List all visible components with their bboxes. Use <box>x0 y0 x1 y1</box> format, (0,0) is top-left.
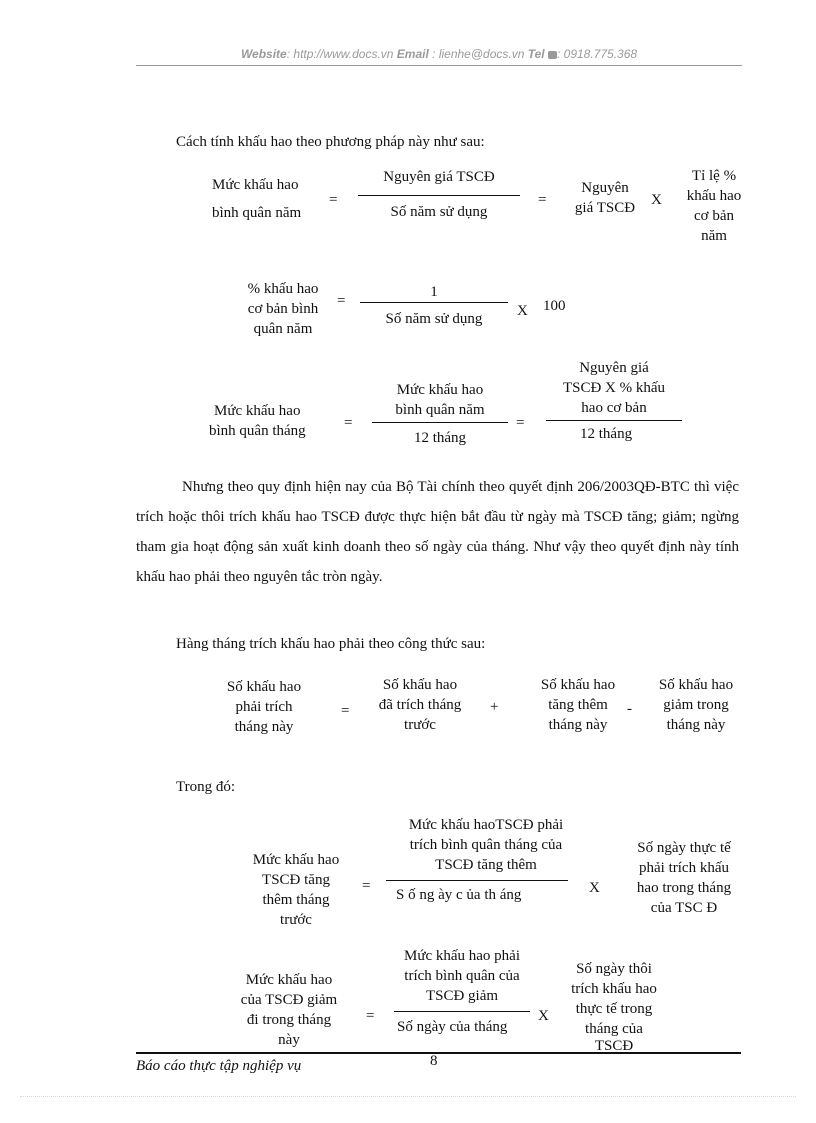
f5-times: X <box>589 880 600 896</box>
f6-rhs-line4: tháng của <box>585 1021 643 1037</box>
f3-num2-line2: TSCĐ X % khấu <box>562 380 666 396</box>
f5-fraction-bar <box>386 880 568 881</box>
f5-lhs-line4: trước <box>280 912 312 928</box>
f4-term-c-line1: Số khấu hao <box>540 677 616 693</box>
f2-value: 100 <box>543 298 566 314</box>
f1-rate-line1: Tỉ lệ % <box>691 168 737 184</box>
f4-term-b-line2: đã trích tháng <box>378 697 462 713</box>
f4-minus: - <box>627 701 632 717</box>
footer-title: Báo cáo thực tập nghiệp vụ <box>136 1058 302 1074</box>
main-paragraph: Nhưng theo quy định hiện nay của Bộ Tài chính theo quyết định 206/2003QĐ-BTC thì việc trích hoặc thôi trích khấu hao TSCĐ được thực hiện bắt đầu từ ngày mà TSCĐ tăng; giảm; ngừng tham gia hoạt động sản xuất kinh doanh theo số ngày của tháng. Như vậy theo quyết định này tính khấu hao phải theo nguyên tắc tròn ngày. <box>136 479 739 585</box>
f3-num1-line1: Mức khấu hao <box>396 382 484 398</box>
f4-term-d-line1: Số khấu hao <box>658 677 734 693</box>
f1-equals-1: = <box>329 192 338 208</box>
f4-term-a-line2: phải trích <box>235 699 293 715</box>
f5-lhs-line1: Mức khấu hao <box>252 852 340 868</box>
f4-term-b-line3: trước <box>404 717 436 733</box>
email-label: Email <box>396 47 429 61</box>
f6-denominator: Số ngày của tháng <box>397 1019 508 1035</box>
f6-times: X <box>538 1008 549 1024</box>
phone-icon <box>548 51 557 59</box>
f2-numerator: 1 <box>430 284 438 300</box>
f6-num-line1: Mức khấu hao phải <box>403 948 520 964</box>
f1-lhs-line2: bình quân năm <box>212 205 302 221</box>
f6-fraction-bar <box>394 1011 530 1012</box>
f3-equals-1: = <box>344 415 353 431</box>
f1-rate-line4: năm <box>701 228 727 244</box>
page-number: 8 <box>430 1053 438 1069</box>
f6-rhs-line1: Số ngày thôi <box>576 961 652 977</box>
f6-num-line3: TSCĐ giảm <box>425 988 499 1004</box>
f6-equals: = <box>366 1008 375 1024</box>
f1-denominator: Số năm sử dụng <box>390 204 488 220</box>
f3-den2: 12 tháng <box>580 426 633 442</box>
f5-rhs-line2: phải trích khấu <box>639 860 729 876</box>
f1-lhs-line1: Mức khấu hao <box>212 177 299 193</box>
f4-term-d-line2: giảm trong <box>663 697 729 713</box>
f6-rhs-line2: trích khấu hao <box>571 981 657 997</box>
intro-text-2: Hàng tháng trích khấu hao phải theo công thức sau: <box>176 636 486 652</box>
f5-lhs-line3: thêm tháng <box>262 892 330 908</box>
f4-plus: + <box>490 699 499 715</box>
f3-fraction-bar-2 <box>546 420 682 421</box>
f5-denominator: S ố ng ày c ủa th áng <box>396 887 522 903</box>
f6-lhs-line1: Mức khấu hao <box>245 972 333 988</box>
f6-rhs-line3: thực tế trong <box>575 1001 653 1017</box>
f4-term-c-line3: tháng này <box>548 717 608 733</box>
f2-times: X <box>517 303 528 319</box>
f5-num-line2: trích bình quân tháng của <box>409 837 563 853</box>
f2-lhs-line3: quân năm <box>253 321 313 337</box>
f5-equals: = <box>362 878 371 894</box>
header-rule <box>136 65 742 66</box>
f6-lhs-line3: đi trong tháng <box>246 1012 332 1028</box>
email-value[interactable]: : lienhe@docs.vn <box>432 47 525 61</box>
f3-equals-2: = <box>516 415 525 431</box>
f4-equals: = <box>341 703 350 719</box>
f5-rhs-line4: của TSC Đ <box>650 900 718 916</box>
website-value[interactable]: : http://www.docs.vn <box>286 47 394 61</box>
website-label: Website <box>240 47 287 61</box>
f3-lhs-line2: bình quân tháng <box>209 423 306 439</box>
f1-fraction-bar <box>358 195 520 196</box>
footer-rule <box>136 1052 741 1054</box>
f2-fraction-bar <box>360 302 508 303</box>
f2-denominator: Số năm sử dụng <box>385 311 483 327</box>
f1-mid-line2: giá TSCĐ <box>574 200 636 216</box>
f5-num-line1: Mức khấu haoTSCĐ phải <box>408 817 564 833</box>
f1-rate-line3: cơ bản <box>694 208 734 224</box>
f1-mid-line1: Nguyên <box>581 180 629 196</box>
f6-num-line2: trích bình quân của <box>404 968 520 984</box>
f6-lhs-line2: của TSCĐ giảm <box>240 992 338 1008</box>
tel-label: Tel <box>527 47 545 61</box>
page-edge-dots <box>20 1096 796 1097</box>
f4-term-a-line3: tháng này <box>234 719 294 735</box>
f3-den1: 12 tháng <box>413 430 467 446</box>
f4-term-d-line3: tháng này <box>666 717 726 733</box>
f5-lhs-line2: TSCĐ tăng <box>262 872 330 888</box>
f3-fraction-bar-1 <box>372 422 508 423</box>
tel-value: : 0918.775.368 <box>556 47 638 61</box>
f6-lhs-line4: này <box>278 1032 300 1048</box>
intro-text-1: Cách tính khấu hao theo phương pháp này như sau: <box>176 134 485 150</box>
f2-equals: = <box>337 293 346 309</box>
f5-rhs-line1: Số ngày thực tế <box>637 840 731 856</box>
f1-equals-2: = <box>538 192 547 208</box>
f3-num1-line2: bình quân năm <box>395 402 485 418</box>
f6-rhs-line5: TSCĐ <box>594 1038 634 1054</box>
f2-lhs-line2: cơ bản bình <box>247 301 319 317</box>
f3-num2-line1: Nguyên giá <box>579 360 649 376</box>
f3-num2-line3: hao cơ bản <box>581 400 647 416</box>
f1-numerator: Nguyên giá TSCĐ <box>383 169 495 185</box>
page-header <box>136 47 742 61</box>
f3-lhs-line1: Mức khấu hao <box>214 403 301 419</box>
f4-term-a-line1: Số khấu hao <box>226 679 302 695</box>
f2-lhs-line1: % khấu hao <box>247 281 319 297</box>
f1-rate-line2: khấu hao <box>686 188 742 204</box>
f5-rhs-line3: hao trong tháng <box>636 880 732 896</box>
f4-term-c-line2: tăng thêm <box>548 697 608 713</box>
f5-num-line3: TSCĐ tăng thêm <box>435 857 537 873</box>
where-label: Trong đó: <box>176 779 236 795</box>
f4-term-b-line1: Số khấu hao <box>382 677 458 693</box>
f1-times: X <box>651 192 662 208</box>
